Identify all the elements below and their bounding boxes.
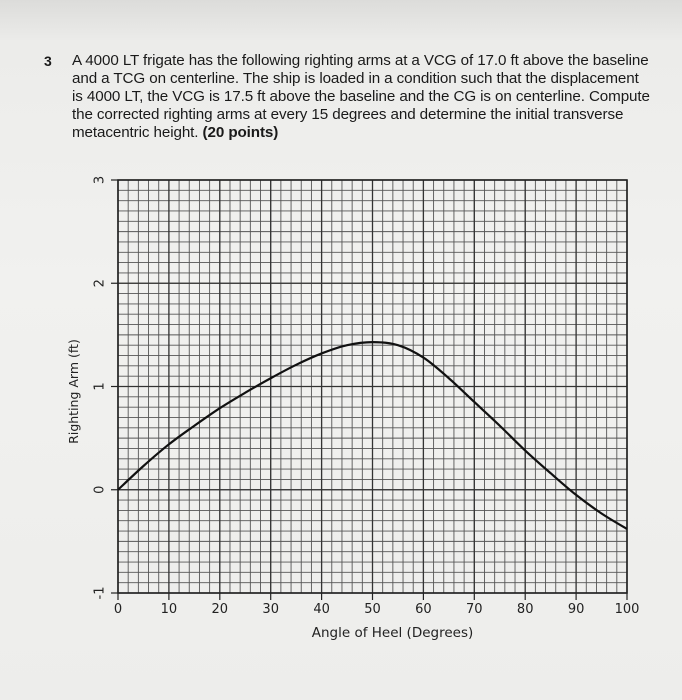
x-tick-label: 80 [516, 602, 534, 617]
y-tick-label: 2 [92, 279, 108, 288]
x-tick-label: 50 [364, 602, 381, 617]
y-tick-label: -1 [92, 586, 108, 600]
y-tick-label: 0 [92, 485, 108, 494]
x-tick-label: 70 [466, 602, 483, 617]
x-axis-label: Angle of Heel (Degrees) [311, 625, 474, 641]
x-tick-label: 60 [415, 602, 432, 617]
y-tick-label: 3 [92, 175, 108, 185]
x-tick-label: 10 [160, 602, 178, 617]
x-tick-label: 30 [262, 602, 279, 617]
problem-points: (20 points) [202, 124, 279, 141]
x-tick-label: 90 [567, 602, 585, 617]
x-tick-label: 100 [614, 602, 640, 617]
x-tick-label: 0 [113, 602, 123, 617]
problem-number: 3 [44, 53, 52, 69]
y-axis-label: Righting Arm (ft) [66, 339, 81, 444]
problem-text: A 4000 LT frigate has the following righting arms at a VCG of 17.0 ft above the baseline and a TCG on centerline. The ship is loaded in a condition such that the displacement is 4000 LT, the VCG is 17.5 ft above the baseline and the CG is on centerline. Compute the corrected righting arms at every 15 degrees and determine the initial transverse metacentric height. [72, 52, 650, 141]
x-tick-label: 20 [211, 602, 229, 617]
x-tick-label: 40 [313, 602, 330, 617]
y-tick-label: 1 [92, 382, 108, 391]
